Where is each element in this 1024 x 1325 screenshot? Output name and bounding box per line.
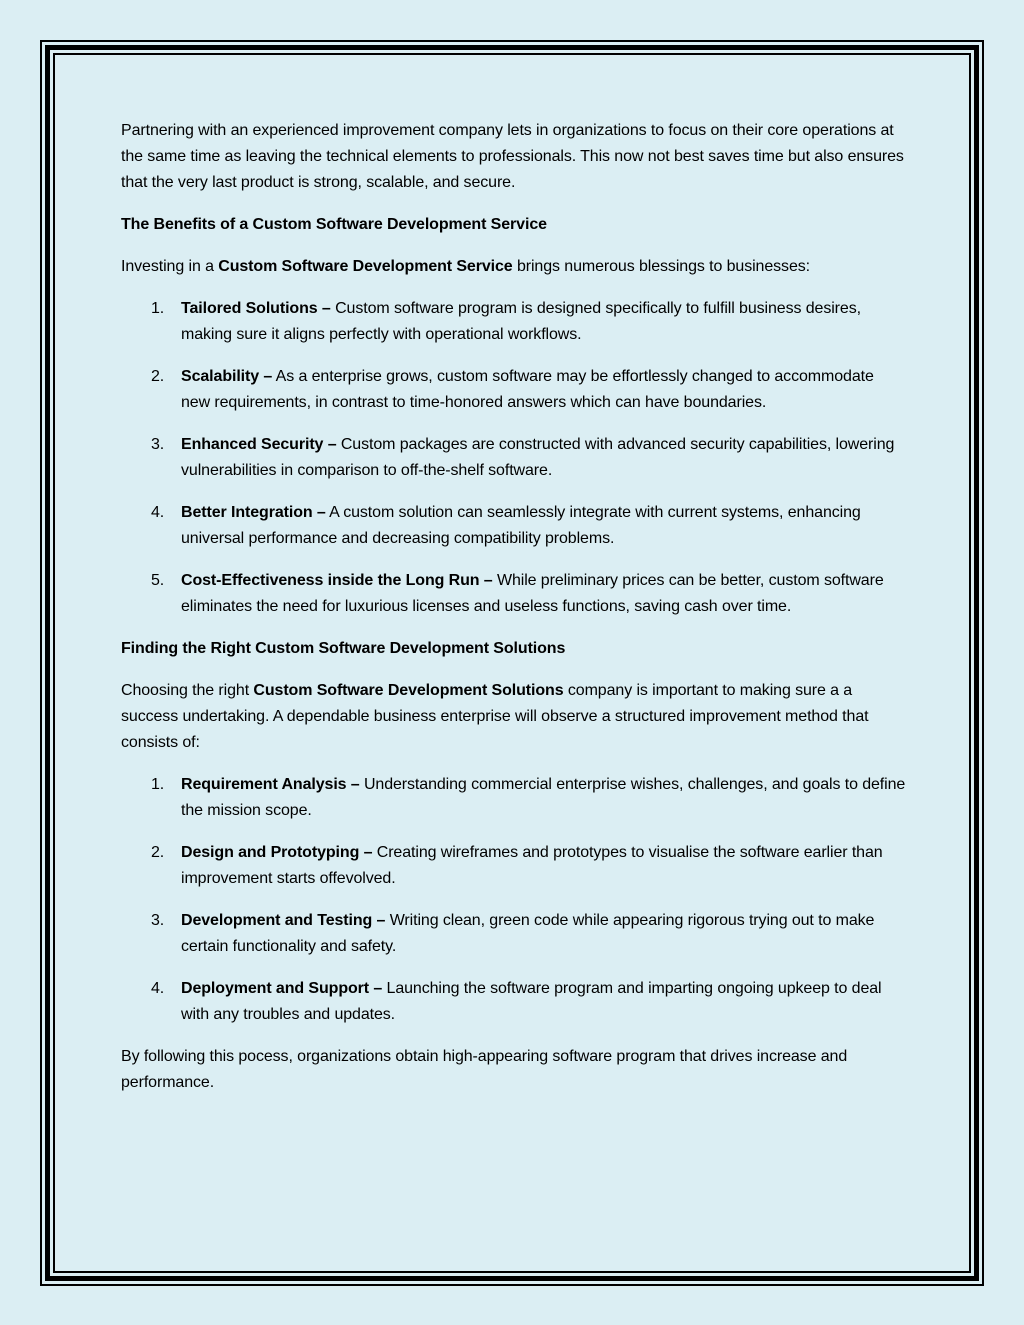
section-heading-benefits: The Benefits of a Custom Software Development Service	[121, 216, 547, 233]
benefits-list	[121, 296, 906, 620]
list-item: 2. Design and Prototyping – Creating wireframes and prototypes to visualise the software earlier than improvement starts offevolved.	[151, 844, 883, 887]
list-item: 1. Requirement Analysis – Understanding commercial enterprise wishes, challenges, and goals to define the mission scope.	[151, 776, 906, 819]
list-item: 3. Development and Testing – Writing clean, green code while appearing rigorous trying out to make certain functionality and safety.	[151, 912, 875, 955]
list-item: 3. Enhanced Security – Custom packages are constructed with advanced security capabilities, lowering vulnerabilities in comparison to off-the-shelf software.	[151, 436, 895, 479]
closing-paragraph: By following this pocess, organizations obtain high-appearing software program that drives increase and performance.	[121, 1048, 848, 1091]
list-item: 4. Deployment and Support – Launching the software program and imparting ongoing upkeep to deal with any troubles and updates.	[151, 980, 882, 1023]
intro-paragraph: Partnering with an experienced improvement company lets in organizations to focus on their core operations at the same time as leaving the technical elements to professionals. This now not best saves time but also ensures that the very last product is strong, scalable, and secure.	[121, 122, 904, 191]
document-body	[121, 118, 906, 1112]
list-item: 1. Tailored Solutions – Custom software program is designed specifically to fulfill business desires, making sure it aligns perfectly with operational workflows.	[151, 300, 861, 343]
list-item: 2. Scalability – As a enterprise grows, custom software may be effortlessly changed to accommodate new requirements, in contrast to time-honored answers which can have boundaries.	[151, 368, 874, 411]
list-item: 4. Better Integration – A custom solution can seamlessly integrate with current systems, enhancing universal performance and decreasing compatibility problems.	[151, 504, 861, 547]
list-item: 5. Cost-Effectiveness inside the Long Run – While preliminary prices can be better, custom software eliminates the need for luxurious licenses and useless functions, saving cash over time.	[151, 572, 884, 615]
benefits-lead-paragraph: Investing in a Custom Software Development Service brings numerous blessings to businesses:	[121, 258, 811, 275]
section-heading-solutions: Finding the Right Custom Software Development Solutions	[121, 640, 566, 657]
process-list	[121, 772, 906, 1028]
solutions-lead-paragraph: Choosing the right Custom Software Development Solutions company is important to making sure a a success undertaking. A dependable business enterprise will observe a structured improvement method that consists of:	[121, 682, 869, 751]
